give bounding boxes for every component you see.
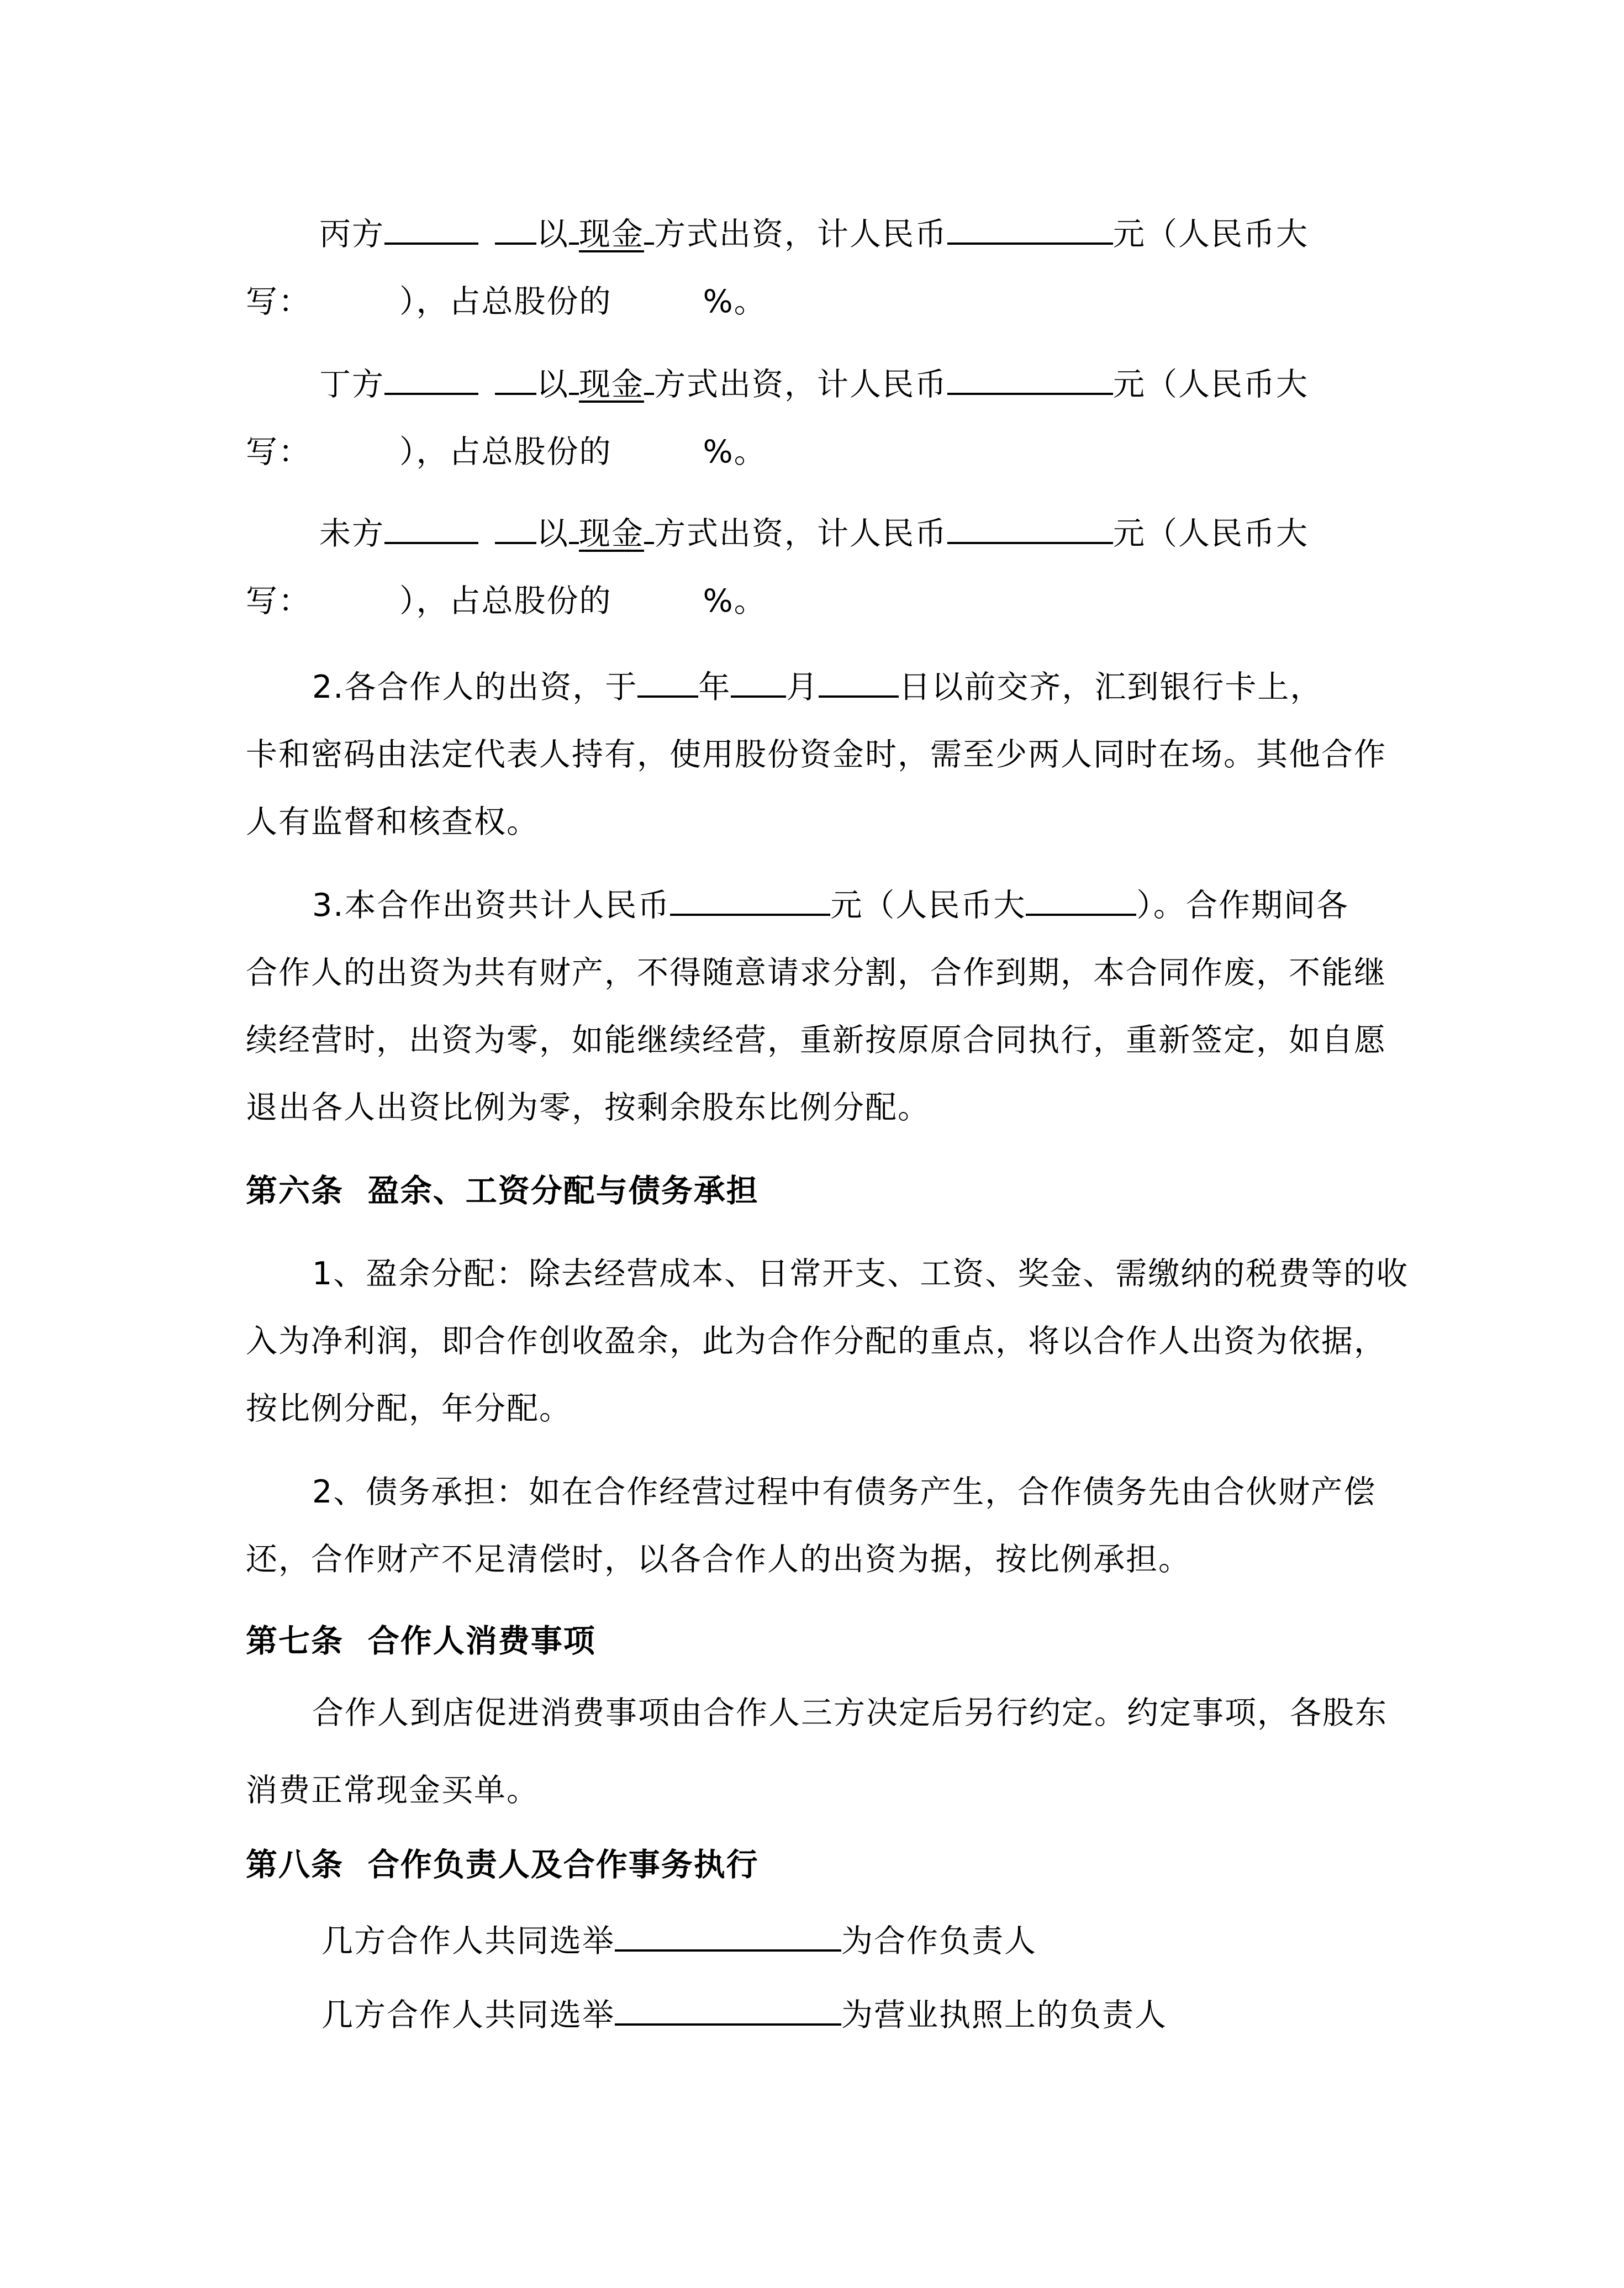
text: 方式出资，计人民币 [654, 216, 947, 252]
percent-sign: %。 [703, 583, 767, 619]
contribution-line-2 [246, 581, 767, 621]
underline-pad [644, 514, 654, 544]
underline-pad [569, 215, 579, 245]
name-blank[interactable] [495, 514, 536, 544]
clause-2-line-2: 卡和密码由法定代表人持有，使用股份资金时，需至少两人同时在场。其他合作 [246, 736, 1386, 773]
article-7-line-2: 消费正常现金买单。 [246, 1772, 539, 1809]
article-6-p2-line-2: 还，合作财产不足清偿时，以各合作人的出资为据，按比例承担。 [246, 1541, 1191, 1578]
total-amount-blank[interactable] [670, 886, 830, 916]
underline-pad [569, 514, 579, 544]
text: 方式出资，计人民币 [654, 366, 947, 403]
amount-blank[interactable] [947, 215, 1113, 245]
clause-3-line-3: 续经营时，出资为零，如能继续经营，重新按原原合同执行，重新签定，如自愿 [246, 1022, 1386, 1058]
text: 3.本合作出资共计人民币 [312, 887, 671, 924]
name-blank[interactable] [384, 215, 478, 245]
article-7-line-1: 合作人到店促进消费事项由合作人三方决定后另行约定。约定事项，各股东 [312, 1695, 1388, 1731]
text: 为合作负责人 [841, 1923, 1037, 1959]
underline-pad [644, 215, 654, 245]
underline-pad [569, 365, 579, 395]
percent-sign: %。 [703, 283, 767, 320]
article-7-heading: 第七条 合作人消费事项 [246, 1623, 596, 1659]
text: 几方合作人共同选举 [321, 1997, 615, 2033]
contribution-line-1 [319, 365, 1309, 404]
text: 为营业执照上的负责人 [841, 1997, 1167, 2033]
text: 元（人民币大 [830, 887, 1026, 924]
day-blank[interactable] [819, 668, 899, 698]
text: 2.各合作人的出资，于 [312, 669, 638, 705]
clause-3-line-4: 退出各人出资比例为零，按剩余股东比例分配。 [246, 1089, 930, 1126]
name-blank[interactable] [384, 365, 478, 395]
payment-method: 现金 [579, 216, 644, 252]
contribution-line-1 [319, 214, 1309, 254]
name-blank[interactable] [495, 215, 536, 245]
text: 以 [536, 216, 569, 252]
contribution-line-2 [246, 282, 767, 321]
name-blank[interactable] [384, 514, 478, 544]
text: 年 [698, 669, 731, 705]
name-blank[interactable] [495, 365, 536, 395]
payment-method: 现金 [579, 515, 644, 552]
clause-3-line-1 [312, 885, 1349, 925]
partnership-head-blank[interactable] [615, 1922, 841, 1952]
clause-2-line-1 [312, 667, 1322, 707]
text: 以 [536, 366, 569, 403]
text: 以 [536, 515, 569, 552]
text: 方式出资，计人民币 [654, 515, 947, 552]
month-blank[interactable] [731, 668, 786, 698]
amount-blank[interactable] [947, 514, 1113, 544]
license-head-blank[interactable] [615, 1996, 841, 2026]
text: 元（人民币大 [1113, 216, 1309, 252]
clause-2-line-3: 人有监督和核查权。 [246, 804, 539, 840]
article-6-p1-line-1: 1、盈余分配：除去经营成本、日常开支、工资、奖金、需缴纳的税费等的收 [312, 1256, 1409, 1292]
year-blank[interactable] [637, 668, 698, 698]
text: ），占总股份的 [399, 283, 612, 320]
contribution-line-1 [319, 514, 1309, 553]
clause-3-line-2: 合作人的出资为共有财产，不得随意请求分割，合作到期，本合同作废，不能继 [246, 955, 1386, 991]
text: 月 [786, 669, 819, 705]
article-8-heading: 第八条 合作负责人及合作事务执行 [246, 1847, 759, 1883]
text: ），占总股份的 [399, 583, 612, 619]
article-8-elect-line-2 [321, 1995, 1167, 2035]
percent-sign: %。 [703, 434, 767, 470]
text: 几方合作人共同选举 [321, 1923, 615, 1959]
text: 写： [246, 583, 311, 619]
text: 日以前交齐，汇到银行卡上， [899, 669, 1323, 705]
article-6-p1-line-2: 入为净利润，即合作创收盈余，此为合作分配的重点，将以合作人出资为依据， [246, 1323, 1386, 1359]
party-label: 丁方 [319, 366, 384, 403]
contribution-line-2 [246, 432, 767, 472]
article-6-p2-line-1: 2、债务承担：如在合作经营过程中有债务产生，合作债务先由合伙财产偿 [312, 1474, 1377, 1510]
article-8-elect-line-1 [321, 1921, 1037, 1961]
article-6-p1-line-3: 按比例分配，年分配。 [246, 1390, 572, 1427]
text: ）。合作期间各 [1136, 887, 1349, 924]
party-label: 未方 [319, 515, 384, 552]
text: 元（人民币大 [1113, 366, 1309, 403]
text: 写： [246, 434, 311, 470]
text: ），占总股份的 [399, 434, 612, 470]
amount-blank[interactable] [947, 365, 1113, 395]
payment-method: 现金 [579, 366, 644, 403]
underline-pad [644, 365, 654, 395]
article-6-heading: 第六条 盈余、工资分配与债务承担 [246, 1173, 759, 1209]
total-amount-words-blank[interactable] [1026, 886, 1136, 916]
party-label: 丙方 [319, 216, 384, 252]
text: 元（人民币大 [1113, 515, 1309, 552]
text: 写： [246, 283, 311, 320]
